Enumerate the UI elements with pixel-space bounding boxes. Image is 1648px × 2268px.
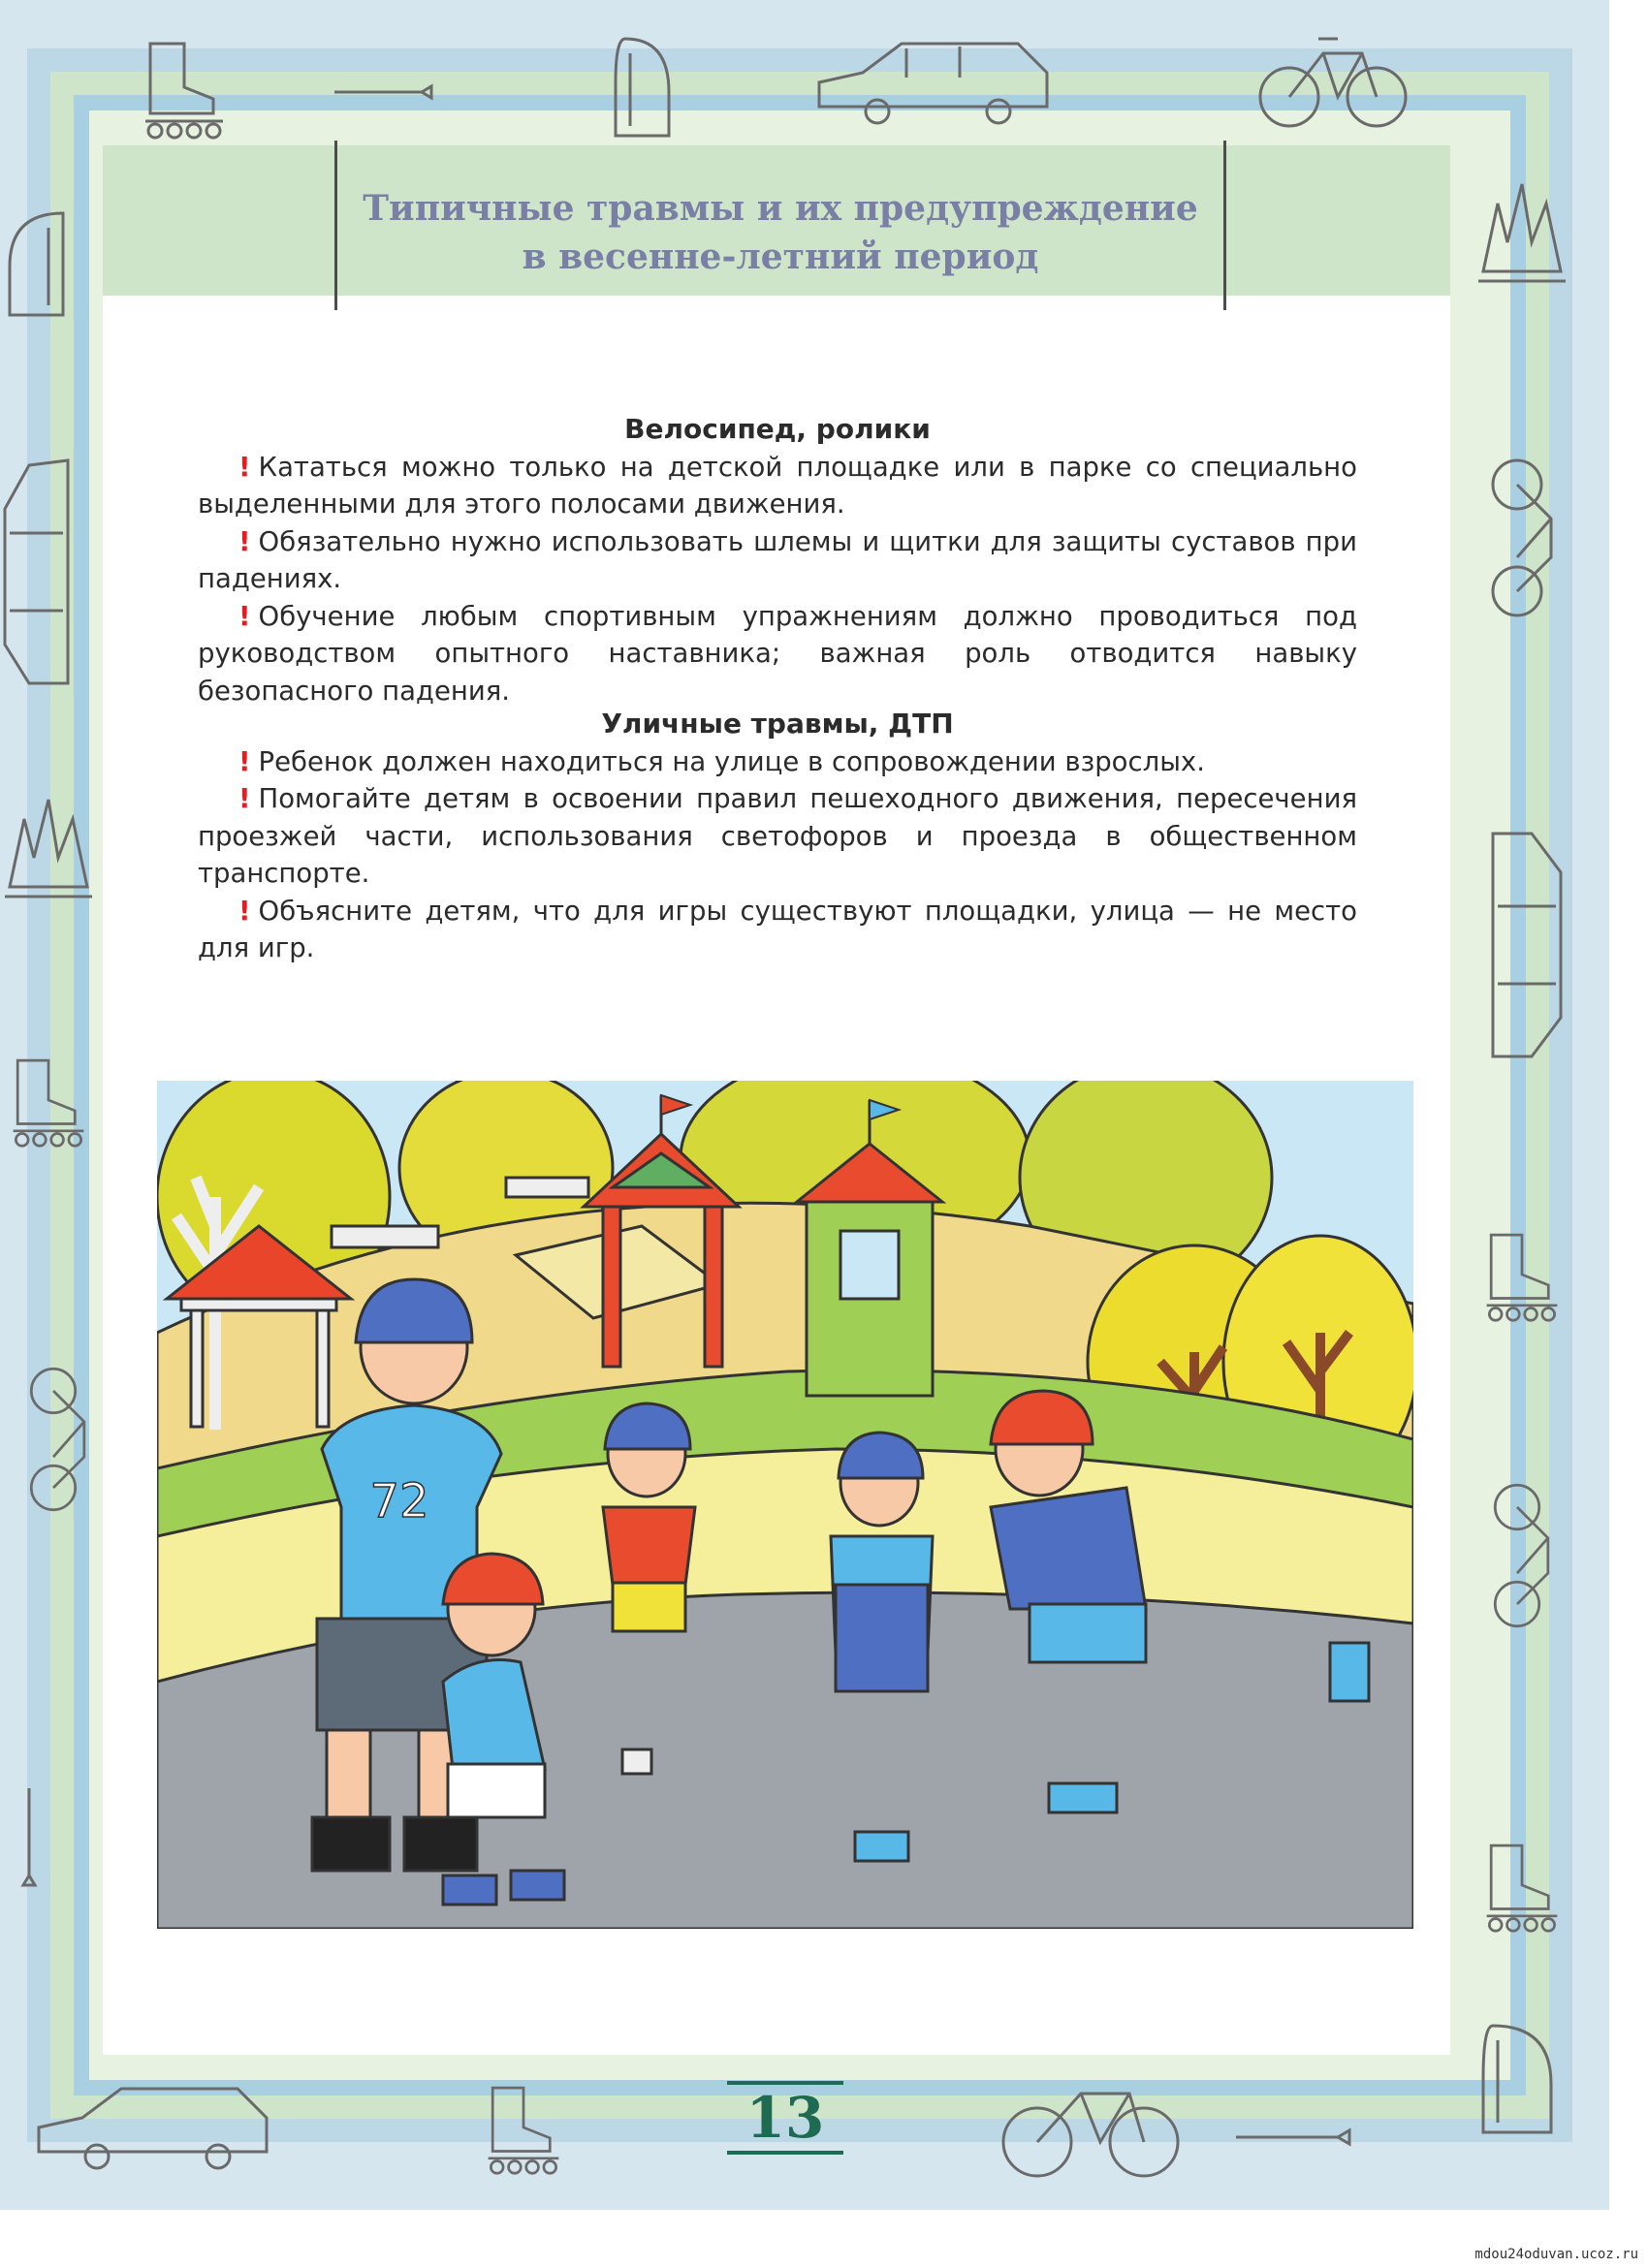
bicycle-icon: [1469, 1473, 1566, 1638]
exclamation-icon: !: [238, 525, 251, 557]
rollerblade: [855, 1832, 908, 1861]
rollerblade: [622, 1749, 651, 1774]
overalls: [836, 1585, 928, 1691]
rollerblade: [404, 1817, 477, 1871]
page-number: 13: [745, 2085, 825, 2151]
advice-item: [198, 743, 1357, 781]
rollerblade: [1330, 1643, 1369, 1701]
nail-icon: [15, 1783, 44, 1890]
fire-icon: [0, 790, 97, 916]
section-bike-rollers: [198, 411, 1357, 709]
page-title-line: Типичные травмы и их предупреждение: [363, 188, 1198, 229]
park-illustration: [157, 1081, 1413, 1929]
shorts: [448, 1764, 545, 1817]
advice-text: Кататься можно только на детской площадке или в парке со специально выделенными для этого полосами движения.: [198, 451, 1357, 520]
shirt: [991, 1488, 1146, 1609]
exclamation-icon: !: [238, 451, 251, 483]
advice-text: Ребенок должен находиться на улице в сопровождении взрослых.: [258, 745, 1205, 777]
rollerblade-icon: [1474, 1221, 1570, 1328]
advice-item: [198, 598, 1357, 710]
bicycle-icon: [1255, 19, 1410, 136]
bicycle-icon: [5, 1357, 102, 1522]
advice-item: [198, 449, 1357, 523]
car-icon: [1474, 829, 1570, 1061]
section-title: Уличные травмы, ДТП: [601, 708, 954, 740]
advice-text: Обязательно нужно использовать шлемы и щитки для защиты суставов при падениях.: [198, 525, 1357, 594]
car-icon: [34, 2084, 276, 2171]
rollerblade: [511, 1871, 564, 1900]
shorts: [613, 1583, 685, 1631]
exclamation-icon: !: [238, 895, 251, 927]
page-number-rule: [727, 2151, 843, 2155]
advice-text: Помогайте детям в освоении правил пешеходного движения, пересечения проезжей части, использования светофоров и проезда в общественном транспорте.: [198, 783, 1357, 889]
fire-icon: [1474, 174, 1570, 300]
advice-item: [198, 780, 1357, 893]
exclamation-icon: !: [238, 783, 251, 814]
section-street-injuries: [198, 706, 1357, 967]
rollerblade: [443, 1875, 496, 1905]
header-divider: [334, 141, 337, 310]
page-number-block: [727, 2079, 843, 2157]
car-icon: [814, 39, 1057, 126]
shorts: [1030, 1604, 1146, 1662]
advice-text: Обучение любым спортивным упражнениям должно проводиться под руководством опытного наставника; важная роль отводится навыку безопасного падения.: [198, 600, 1357, 707]
shirt: [603, 1507, 695, 1585]
rollerblade-icon: [1474, 1832, 1570, 1938]
section-title: Велосипед, ролики: [624, 413, 931, 445]
shirt-number: 72: [369, 1474, 429, 1528]
advice-text: Объясните детям, что для игры существуют площадки, улица — не место для игр.: [198, 895, 1357, 963]
rollerblade: [312, 1817, 390, 1871]
advice-item: [198, 523, 1357, 598]
rollerblade-icon: [0, 1047, 97, 1153]
rollerblade: [1049, 1783, 1117, 1812]
exclamation-icon: !: [238, 600, 251, 632]
rollerblade-icon: [131, 34, 238, 141]
bicycle-icon: [994, 2064, 1188, 2181]
nail-icon: [330, 78, 436, 107]
bench: [332, 1226, 438, 1247]
iron-icon: [5, 208, 82, 325]
header-divider: [1223, 141, 1226, 310]
nail-icon: [1231, 2123, 1357, 2152]
bicycle-icon: [1464, 456, 1570, 620]
rollerblade-icon: [475, 2074, 572, 2181]
car-icon: [0, 456, 87, 688]
page-title: [349, 184, 1212, 281]
iron-icon: [1474, 2021, 1561, 2137]
bench: [506, 1178, 588, 1197]
iron-icon: [606, 34, 683, 141]
page-title-line: в весенне-летний период: [522, 236, 1039, 277]
advice-item: [198, 893, 1357, 967]
exclamation-icon: !: [238, 745, 251, 777]
watermark: mdou24oduvan.ucoz.ru: [1474, 2247, 1638, 2262]
